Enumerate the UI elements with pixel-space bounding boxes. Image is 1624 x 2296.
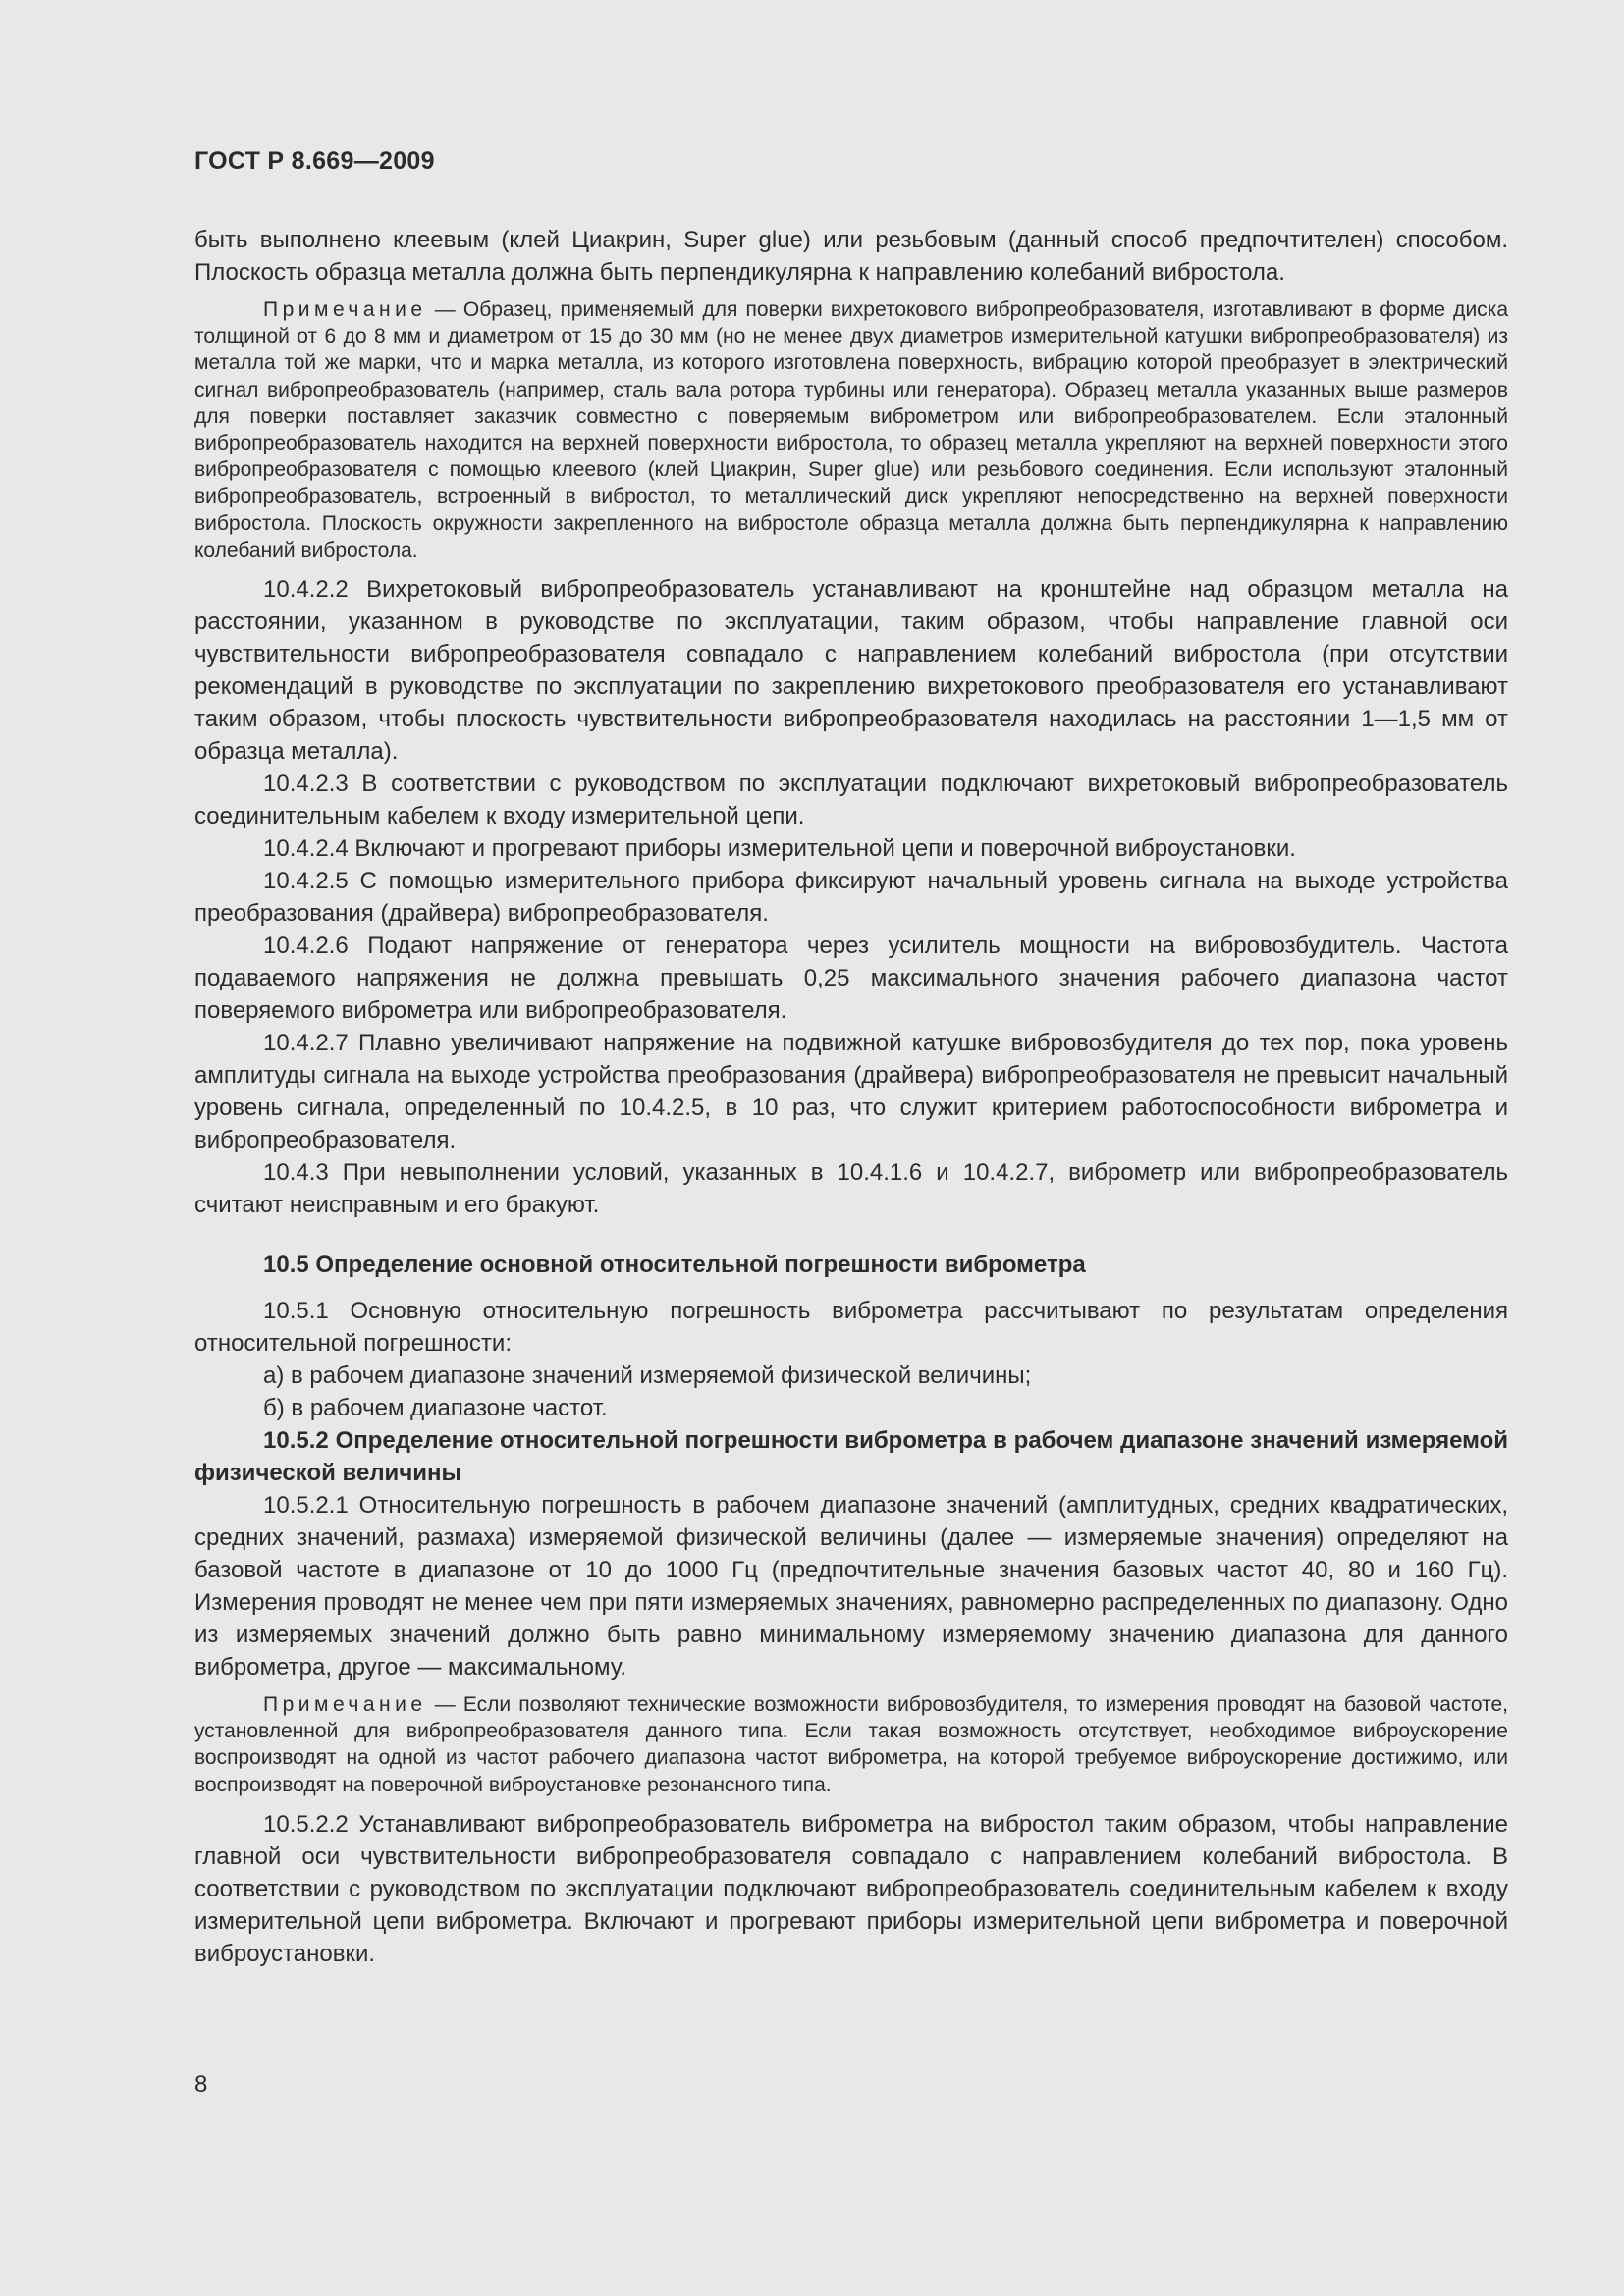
document-header: ГОСТ Р 8.669—2009: [194, 147, 435, 175]
paragraph-10-4-2-3: 10.4.2.3 В соответствии с руководством по эксплуатации подключают вихретоковый вибропреобразователь соединительным кабелем к входу измерительной цепи.: [194, 771, 1508, 830]
paragraph-10-4-2-4: 10.4.2.4 Включают и прогревают приборы измерительной цепи и поверочной виброустановки.: [263, 835, 1296, 863]
paragraph-10-5-2-1: 10.5.2.1 Относительную погрешность в рабочем диапазоне значений (амплитудных, средних квадратических, средних значений, размаха) измеряемой физической величины (далее — измеряемые значения) определяют на базовой частоте в диапазоне от 10 до 1000 Гц (предпочтительные значения базовых частот 40, 80 и 160 Гц). Измерения проводят не менее чем при пяти измеряемых значениях, равномерно распределенных по диапазону. Одно из измеряемых значений должно быть равно минимальному измеряемому значению диапазона для данного виброметра, другое — максимальному.: [194, 1492, 1508, 1682]
paragraph-10-4-3: 10.4.3 При невыполнении условий, указанных в 10.4.1.6 и 10.4.2.7, виброметр или вибропреобразователь считают неисправным и его бракуют.: [194, 1159, 1508, 1219]
note-1-text: — Образец, применяемый для поверки вихретокового вибропреобразователя, изготавливают в форме диска толщиной от 6 до 8 мм и диаметром от 15 до 30 мм (но не менее двух диаметров измерительной катушки вибропреобразователя) из металла той же марки, что и марка металла, из которого изготовлена поверхность, вибрацию которой преобразует в электрический сигнал вибропреобразователь (например, сталь вала ротора турбины или генератора). Образец металла указанных выше размеров для поверки поставляет заказчик совместно с поверяемым виброметром или вибропреобразователем. Если эталонный вибропреобразователь находится на верхней поверхности вибростола, то образец металла укрепляют на верхней поверхности этого вибропреобразователя с помощью клеевого (клей Циакрин, Super glue) или резьбового соединения. Если используют эталонный вибропреобразователь, встроенный в вибростол, то металлический диск укрепляют непосредственно на верхней поверхности вибростола. Плоскость окружности закрепленного на вибростоле образца металла должна быть перпендикулярна к направлению колебаний вибростола.: [194, 298, 1508, 561]
note-1-label: Примечание: [263, 298, 427, 321]
section-heading-10-5: 10.5 Определение основной относительной погрешности виброметра: [263, 1252, 1086, 1279]
subsection-heading-10-5-2: 10.5.2 Определение относительной погрешности виброметра в рабочем диапазоне значений измеряемой физической величины: [194, 1427, 1508, 1487]
paragraph-10-5-1: 10.5.1 Основную относительную погрешность виброметра рассчитывают по результатам определения относительной погрешности:: [194, 1298, 1508, 1358]
note-2-label: Примечание: [263, 1693, 427, 1717]
paragraph-10-4-2-5: 10.4.2.5 С помощью измерительного прибора фиксируют начальный уровень сигнала на выходе устройства преобразования (драйвера) вибропреобразователя.: [194, 868, 1508, 928]
paragraph-intro: быть выполнено клеевым (клей Циакрин, Super glue) или резьбовым (данный способ предпочтителен) способом. Плоскость образца металла должна быть перпендикулярна к направлению колебаний вибростола.: [194, 227, 1508, 286]
note-2: [194, 1691, 1508, 1798]
paragraph-10-4-2-6: 10.4.2.6 Подают напряжение от генератора через усилитель мощности на вибровозбудитель. Частота подаваемого напряжения не должна превышать 0,25 максимального значения рабочего диапазона частот поверяемого виброметра или вибропреобразователя.: [194, 933, 1508, 1025]
paragraph-10-5-2-2: 10.5.2.2 Устанавливают вибропреобразователь виброметра на вибростол таким образом, чтобы направление главной оси чувствительности вибропреобразователя совпадало с направлением колебаний вибростола. В соответствии с руководством по эксплуатации подключают вибропреобразователь соединительным кабелем к входу измерительной цепи виброметра. Включают и прогревают приборы измерительной цепи виброметра и поверочной виброустановки.: [194, 1810, 1508, 1967]
note-1: [194, 296, 1508, 563]
document-body: [194, 224, 1508, 1970]
list-item-b: б) в рабочем диапазоне частот.: [263, 1395, 608, 1422]
paragraph-10-4-2-2: 10.4.2.2 Вихретоковый вибропреобразователь устанавливают на кронштейне над образцом металла на расстоянии, указанном в руководстве по эксплуатации, таким образом, чтобы направление главной оси чувствительности вибропреобразователя совпадало с направлением колебаний вибростола (при отсутствии рекомендаций в руководстве по эксплуатации по закреплению вихретокового преобразователя его устанавливают таким образом, чтобы плоскость чувствительности вибропреобразователя находилась на расстоянии 1—1,5 мм от образца металла).: [194, 576, 1508, 766]
list-item-a: а) в рабочем диапазоне значений измеряемой физической величины;: [263, 1362, 1032, 1390]
page-number: 8: [194, 2071, 208, 2098]
paragraph-10-4-2-7: 10.4.2.7 Плавно увеличивают напряжение на подвижной катушке вибровозбудителя до тех пор, пока уровень амплитуды сигнала на выходе устройства преобразования (драйвера) вибропреобразователя не превысит начальный уровень сигнала, определенный по 10.4.2.5, в 10 раз, что служит критерием работоспособности виброметра и вибропреобразователя.: [194, 1030, 1508, 1154]
note-2-text: — Если позволяют технические возможности вибровозбудителя, то измерения проводят на базовой частоте, установленной для вибропреобразователя данного типа. Если такая возможность отсутствует, необходимое виброускорение воспроизводят на одной из частот рабочего диапазона частот виброметра, на которой требуемое виброускорение достижимо, или воспроизводят на поверочной виброустановке резонансного типа.: [194, 1693, 1508, 1796]
